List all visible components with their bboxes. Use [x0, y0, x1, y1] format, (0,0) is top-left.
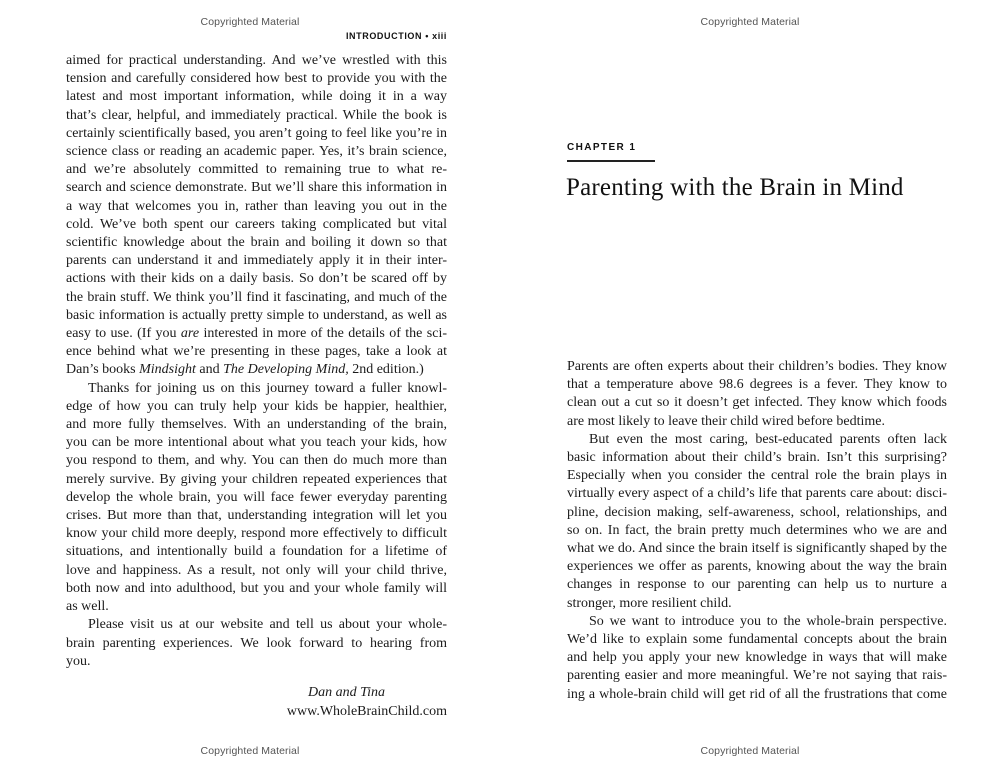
text-line: as well. [66, 599, 109, 615]
text-line: But even the most caring, best-educated parents often lack [589, 431, 947, 447]
right-body-text [567, 358, 947, 704]
text-line: brain parenting experiences. We look forward to hearing from [66, 635, 447, 651]
text-line: tension and carefully considered how best to provide you with the [66, 71, 447, 87]
running-head: INTRODUCTION • xiii [345, 31, 447, 41]
text-line: virtually every aspect of a child’s life that parents care about: disci- [567, 486, 947, 502]
chapter-label: CHAPTER 1 [567, 142, 637, 153]
text-line: edge of how you can truly help your kids be happier, healthier, [66, 398, 447, 414]
text-line: ing a whole-brain child will get rid of all the frustrations that come [567, 686, 947, 702]
text-line: the brain stuff. We think you’ll find it fascinating, and much of the [66, 289, 447, 305]
left-body-text [66, 52, 447, 671]
text-line: cold. We’ve both spent our careers taking complicated but vital [66, 216, 447, 232]
text-line: that’s clear, helpful, and immediately practical. While the book is [66, 107, 447, 123]
text-line: experiences we offer as parents, knowing about the way the brain [567, 559, 947, 575]
text-line: merely survive. By giving your children repeated experiences that [66, 471, 447, 487]
text-line: a way that welcomes you in, rather than leaving you out in the [66, 198, 447, 214]
text-line: and we’re absolutely committed to remaining true to what re- [66, 162, 447, 178]
text-line: easy to use. (If you are interested in more of the details of the sci- [66, 326, 447, 342]
text-line: develop the whole brain, you will face fewer everyday parenting [66, 489, 447, 505]
text-line: pline, decision making, self-awareness, school, relationships, and [567, 504, 947, 520]
text-line: basic information is actually pretty simple to understand, as well as [66, 307, 447, 323]
text-line: both now and into adulthood, but you and your whole family will [66, 580, 447, 596]
text-line: actions with their kids on a daily basis. So don’t be scared off by [66, 271, 447, 287]
text-line: you. [66, 653, 91, 669]
text-line: Dan’s books Mindsight and The Developing Mind, 2nd edition.) [66, 362, 424, 378]
text-line: crises. But more than that, understanding integration will let you [66, 508, 447, 524]
signature-names: Dan and Tina [307, 685, 385, 700]
text-line: you can be more intentional about what you teach your kids, how [66, 435, 447, 451]
text-line: ence behind what we’re presenting in these pages, take a look at [66, 344, 447, 360]
text-line: certainly scientifically based, you aren’t going to feel like you’re in [66, 125, 447, 141]
text-line: and help you apply your new knowledge in ways that will make [567, 650, 947, 666]
text-line: situations, and intentionally build a foundation for a lifetime of [66, 544, 447, 560]
text-line: Please visit us at our website and tell us about your whole- [88, 617, 447, 633]
text-line: aimed for practical understanding. And we’ve wrestled with this [66, 53, 447, 68]
text-line: changes in response to our parenting can help us to nurture a [567, 577, 947, 593]
text-line: parenting easier and more meaningful. We’re not saying that rais- [567, 668, 947, 684]
signature-url: www.WholeBrainChild.com [286, 704, 447, 719]
text-line: you respond to them, and why. You can then do much more than [66, 453, 447, 469]
text-line: So we want to introduce you to the whole-brain perspective. [589, 613, 947, 629]
text-line: scientific knowledge about the brain and boiling it down so that [66, 235, 447, 251]
text-line: basic information about their child’s brain. Isn’t this surprising? [567, 450, 947, 466]
copyright-notice-top: Copyrighted Material [700, 16, 800, 28]
text-line: love and happiness. As a result, not only will your child thrive, [66, 562, 447, 578]
text-line: latest and most important information, while doing it in a way [66, 89, 447, 105]
chapter-rule [567, 160, 655, 162]
copyright-notice-bottom: Copyrighted Material [200, 745, 300, 757]
text-line: clean out a cut so it doesn’t get infected. They know which foods [567, 395, 947, 411]
text-line: Thanks for joining us on this journey toward a fuller knowl- [88, 380, 447, 396]
text-line: what we do. And since the brain itself is significantly shaped by the [567, 541, 947, 557]
text-line: know your child more deeply, respond more effectively to difficult [66, 526, 447, 542]
text-line: that a temperature above 98.6 degrees is a fever. They know to [567, 377, 947, 393]
text-line: stronger, more resilient child. [567, 595, 732, 611]
text-line: Especially when you consider the central role the brain plays in [567, 468, 947, 484]
text-line: are most likely to leave their child wired before bedtime. [567, 413, 885, 429]
text-line: Parents are often experts about their children’s bodies. They know [567, 359, 947, 374]
copyright-notice-bottom: Copyrighted Material [700, 745, 800, 757]
text-line: science class or reading an academic paper. Yes, it’s brain science, [66, 144, 447, 160]
text-line: search and science demonstrate. But we’ll share this information in [66, 180, 447, 196]
text-line: parents can understand it and immediately apply it in their inter- [66, 253, 447, 269]
right-page [500, 0, 1000, 772]
copyright-notice-top: Copyrighted Material [200, 16, 300, 28]
text-line: so on. In fact, the brain pretty much determines who we are and [567, 522, 947, 538]
chapter-title: Parenting with the Brain in Mind [566, 174, 904, 201]
text-line: We’d like to explain some fundamental concepts about the brain [567, 632, 947, 648]
text-line: and more fully themselves. With an understanding of the brain, [66, 417, 447, 433]
